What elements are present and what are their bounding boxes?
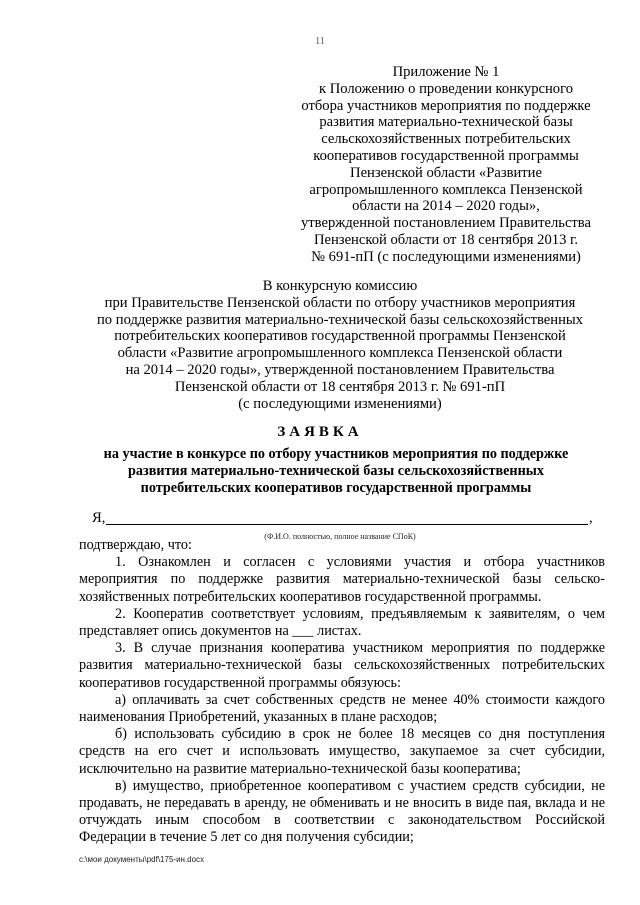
addressee-block <box>60 278 620 412</box>
document-title: ЗАЯВКА <box>277 424 363 440</box>
appendix-line: к Положению о проведении конкурсного <box>319 80 573 97</box>
appendix-line: утвержденной постановлением Правительства <box>301 215 591 232</box>
appendix-line: области на 2014 – 2020 годы», <box>352 198 540 215</box>
addressee-line: В конкурсную комиссию <box>262 278 418 294</box>
subtitle-line: развития материально-технической базы сельскохозяйственных <box>128 462 544 479</box>
subtitle-line: на участие в конкурсе по отбору участников мероприятия по поддержке <box>103 446 569 462</box>
appendix-line: отбора участников мероприятия по поддержке <box>301 97 591 114</box>
applicant-caption: (Ф.И.О. полностью, полное название СПоК) <box>264 532 416 541</box>
appendix-line: Пензенской области «Развитие <box>350 164 542 181</box>
appendix-header <box>278 64 614 266</box>
clause-1: 1. Ознакомлен и согласен с условиями участия и отбора участников мероприятия по поддержке развития материально-технической базы сельско-хозяйственных потребительских кооперативов государственной программы. <box>79 554 605 605</box>
appendix-line: Приложение № 1 <box>392 64 500 80</box>
clause-2: 2. Кооператив соответствует условиям, предъявляемым к заявителям, о чем представляет опись документов на ___ листах. <box>79 605 605 640</box>
applicant-name-blank[interactable] <box>106 524 588 525</box>
applicant-line <box>92 510 602 530</box>
clause-3b: б) использовать субсидию в срок не более 18 месяцев со дня поступления средств на его счет и использовать имущество, закупаемое за счет субсидии, исключительно на развитие материально-технической базы кооператива; <box>79 726 605 777</box>
appendix-line: сельскохозяйственных потребительских <box>321 131 571 148</box>
appendix-line: Пензенской области от 18 сентября 2013 г. <box>313 231 578 248</box>
clause-3a: а) оплачивать за счет собственных средств не менее 40% стоимости каждого наименования Приобретений, указанных в плане расходов; <box>79 691 605 726</box>
addressee-line: по поддержке развития материально-технической базы сельскохозяйственных <box>97 311 583 328</box>
applicant-prefix: Я, <box>92 510 106 526</box>
appendix-line: развития материально-технической базы <box>319 114 573 131</box>
addressee-line: Пензенской области от 18 сентября 2013 г. № 691-пП <box>174 378 506 395</box>
document-subtitle <box>66 446 606 496</box>
footer-file-path: c:\мои документы\pdf\175-ин.docx <box>79 855 205 864</box>
page-number: 11 <box>315 36 325 47</box>
addressee-line: области «Развитие агропромышленного комплекса Пензенской области <box>117 345 563 362</box>
appendix-line: агропромышленного комплекса Пензенской <box>309 181 583 198</box>
appendix-line: № 691-пП (с последующими изменениями) <box>311 248 581 265</box>
addressee-line: (с последующими изменениями) <box>238 395 442 412</box>
application-body <box>79 537 605 847</box>
clause-3: 3. В случае признания кооператива участником мероприятия по поддержке развития материально-технической базы сельскохозяйственных потребительских кооперативов государственной программы обязуюсь: <box>79 640 605 691</box>
applicant-suffix: , <box>589 510 593 526</box>
body-intro: подтверждаю, что: <box>79 537 192 553</box>
addressee-line: на 2014 – 2020 годы», утвержденной постановлением Правительства <box>125 361 555 378</box>
clause-3c: в) имущество, приобретенное кооперативом с участием средств субсидии, не продавать, не передавать в аренду, не обменивать и не вносить в виде пая, вклада и не отчуждать иным способом в соответствии с законодательством Российской Федерации в течение 5 лет со дня получения субсидии; <box>79 777 605 846</box>
subtitle-line: потребительских кооперативов государственной программы <box>140 479 532 496</box>
appendix-line: кооперативов государственной программы <box>313 147 579 164</box>
addressee-line: потребительских кооперативов государственной программы Пензенской <box>114 328 566 345</box>
addressee-line: при Правительстве Пензенской области по отбору участников мероприятия <box>104 294 576 311</box>
